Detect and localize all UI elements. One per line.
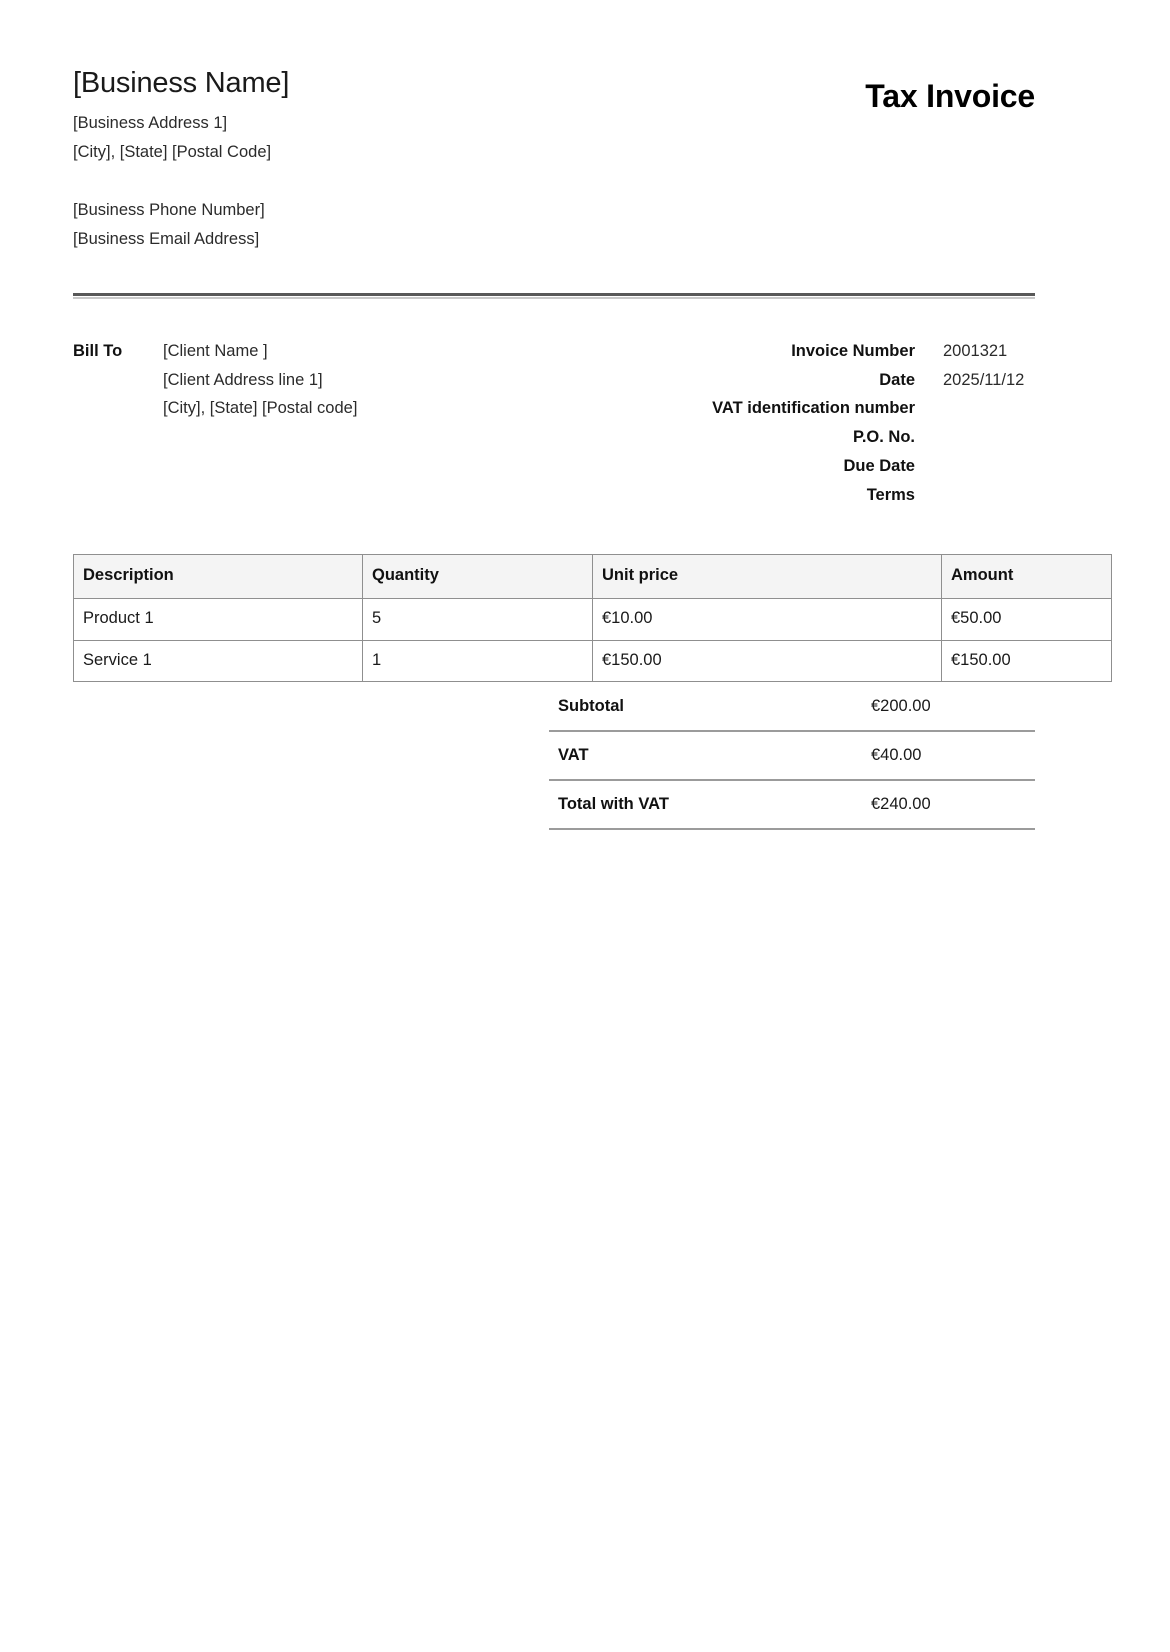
- meta-value-date: 2025/11/12: [943, 370, 1025, 389]
- business-address-line-2: [City], [State] [Postal Code]: [73, 143, 272, 162]
- meta-value-terms: [915, 481, 1035, 510]
- cell-unit-price: €10.00: [593, 598, 942, 640]
- header-divider: [73, 293, 1035, 299]
- cell-quantity: 5: [363, 598, 593, 640]
- business-details: [73, 66, 289, 254]
- totals-body: [549, 682, 1035, 828]
- table-header-row: [74, 554, 1112, 598]
- table-row: [74, 598, 1112, 640]
- client-address-line-2: [City], [State] [Postal code]: [163, 399, 358, 418]
- invoice-sheet: [73, 0, 1035, 830]
- meta-row-po-no: [712, 423, 1035, 452]
- header-divider-top-line: [73, 293, 1035, 296]
- bill-to-block: [73, 337, 357, 424]
- meta-value-invoice-number: 2001321: [943, 341, 1008, 360]
- meta-label-terms: Terms: [866, 486, 915, 505]
- business-name: [Business Name]: [73, 67, 290, 99]
- totals-value-vat: €40.00: [862, 731, 1035, 780]
- totals-table: [549, 682, 1035, 829]
- business-details-spacer: [73, 167, 289, 196]
- meta-value-vat-identification-number: [915, 394, 1035, 423]
- cell-amount: €150.00: [942, 640, 1112, 682]
- meta-value-due-date: [915, 452, 1035, 481]
- business-phone: [Business Phone Number]: [73, 200, 265, 219]
- totals-label-total-with-vat: Total with VAT: [549, 780, 862, 829]
- invoice-meta-block: [712, 337, 1035, 510]
- client-details: [163, 337, 357, 424]
- cell-unit-price: €150.00: [593, 640, 942, 682]
- cell-description: Service 1: [74, 640, 363, 682]
- meta-label-po-no: P.O. No.: [852, 428, 915, 447]
- totals-value-total-with-vat: €240.00: [862, 780, 1035, 829]
- totals-row-vat: [549, 731, 1035, 780]
- column-header-unit-price: Unit price: [593, 554, 942, 598]
- parties-section: [73, 337, 1035, 510]
- meta-label-date: Date: [879, 370, 915, 389]
- bill-to-label: Bill To: [73, 341, 123, 360]
- line-items-head: [74, 554, 1112, 598]
- meta-value-po-no: [915, 423, 1035, 452]
- column-header-quantity: Quantity: [363, 554, 593, 598]
- totals-value-subtotal: €200.00: [862, 682, 1035, 731]
- business-address-line-1: [Business Address 1]: [73, 114, 228, 133]
- header-divider-bottom-line: [73, 297, 1035, 299]
- page-title: Tax Invoice: [865, 78, 1035, 114]
- invoice-header: [73, 0, 1035, 254]
- cell-amount: €50.00: [942, 598, 1112, 640]
- column-header-description: Description: [74, 554, 363, 598]
- meta-row-date: [712, 366, 1035, 395]
- business-email: [Business Email Address]: [73, 229, 260, 248]
- meta-row-vat-identification-number: [712, 394, 1035, 423]
- totals-label-vat: VAT: [549, 731, 862, 780]
- table-row: [74, 640, 1112, 682]
- cell-description: Product 1: [74, 598, 363, 640]
- meta-label-due-date: Due Date: [843, 457, 915, 476]
- meta-label-vat-identification-number: VAT identification number: [712, 399, 915, 418]
- line-items-body: [74, 598, 1112, 682]
- totals-row-total-with-vat: [549, 780, 1035, 829]
- totals-label-subtotal: Subtotal: [549, 682, 862, 731]
- column-header-amount: Amount: [942, 554, 1112, 598]
- meta-row-due-date: [712, 452, 1035, 481]
- meta-label-invoice-number: Invoice Number: [791, 341, 915, 360]
- line-items-table: [73, 554, 1112, 682]
- totals-row-subtotal: [549, 682, 1035, 731]
- client-address-line-1: [Client Address line 1]: [163, 370, 323, 389]
- meta-row-terms: [712, 481, 1035, 510]
- client-name: [Client Name ]: [163, 341, 268, 360]
- meta-row-invoice-number: [712, 337, 1035, 366]
- cell-quantity: 1: [363, 640, 593, 682]
